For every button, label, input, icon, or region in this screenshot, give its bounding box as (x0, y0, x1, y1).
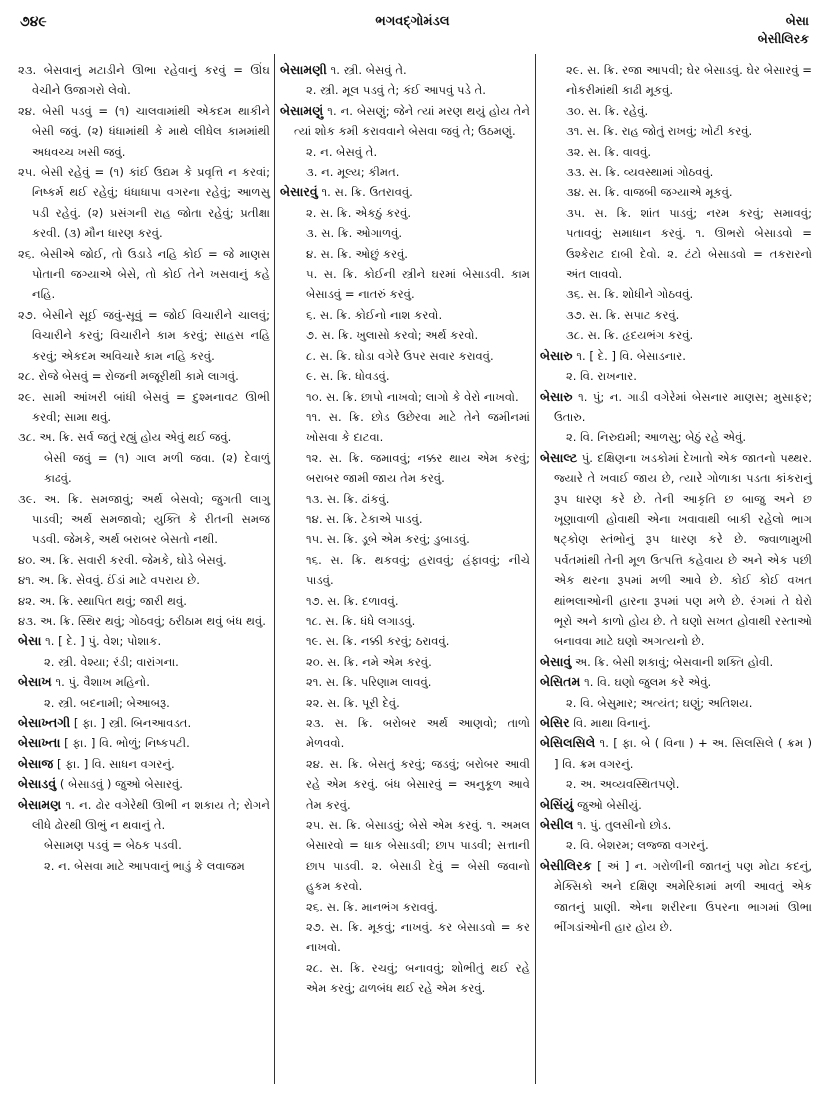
definition-text: ૩. સ. ક્રિ. ઓગાળવું. (306, 226, 403, 241)
definition-text: ૨૩. સ. ક્રિ. બરોબર અર્થ આણવો; તાળો મેળવવો. (306, 716, 530, 751)
entry-sense (18, 856, 270, 876)
column-3 (540, 60, 812, 937)
headword: બેસા (18, 633, 42, 649)
dictionary-entry (18, 774, 270, 794)
entry-sense (540, 366, 812, 386)
definition-text: ૨. ન. બેસવું તે. (306, 144, 378, 159)
definition-text: ૧૨. સ. ક્રિ. જમાવવું; નક્કર થાય એમ કરવું; બરાબર જામી જાય તેમ કરવું. (306, 450, 530, 486)
definition-text: ૧. પું. તુલસીનો છોડ. (577, 818, 672, 833)
entry-sense (280, 244, 530, 264)
entry-sense (18, 387, 270, 428)
definition-text: [ અં ] ન. ગરોળીની જાતનું પણ મોટા કદનું, મેક્સિકો અને દક્ષિણ અમેરિકામાં મળી આવતું એક જાતનું પ્રાણી. એના શરીરના ઉપરના ભાગમાં ઊભા ભીંગડાંઓની હાર હોય છે. (554, 858, 813, 935)
definition-text: ૨. સ. ક્રિ. એકઠું કરવું. (306, 205, 412, 220)
headword: બેસામણ (18, 796, 62, 812)
entry-sense (540, 60, 812, 101)
definition-text: ૨૧. સ. ક્રિ. પરિણામ લાવવું. (306, 675, 432, 690)
entry-sense (280, 529, 530, 549)
definition-text: ૪૧. અ. ક્રિ. સેવવું. ઈંડાં માટે વપરાય છે. (18, 573, 200, 588)
definition-text: બેસામણ પડવું = બેઠક પડવી. (44, 838, 182, 853)
definition-text: ૧. વિ. ઘણો જુલમ કરે એવું. (584, 675, 712, 690)
definition-text: ૩૮. સ. ક્રિ. હૃદયભંગ કરવું. (566, 328, 694, 343)
column-divider (274, 54, 275, 1084)
entry-sense (18, 550, 270, 570)
dictionary-entry (18, 713, 270, 733)
dictionary-entry (18, 631, 270, 651)
entry-sense (540, 142, 812, 162)
definition-text: ૨૯. સ. ક્રિ. રજા આપવી; ઘેર બેસાડવું. ઘેર બેસારવું = નોકરીમાંથી કાઢી મૂકવું. (566, 63, 812, 98)
definition-text: ૯. સ. ક્રિ. ધોવડવું. (306, 369, 390, 384)
headword: બેસામણું (280, 102, 324, 118)
definition-text: જુઓ બેસીયું. (577, 797, 642, 812)
definition-text: ૧. ન. બેસણું; જેને ત્યાં મરણ થયું હોય તેને ત્યાં શોક કમી કરાવવાને બેસવા જવું તે; ઉઠમણું. (294, 103, 530, 139)
entry-sense (540, 182, 812, 202)
definition-text: ૧૦. સ. ક્રિ. છાપો નાખવો; લાગો કે વેરો નાખવો. (306, 389, 519, 404)
definition-text: ૩. ન. મૂલ્ય; કીમત. (306, 165, 400, 180)
definition-text: ૨૨. સ. ક્રિ. પૂરી દેવું. (306, 695, 400, 710)
definition-text: ૧૭. સ. ક્રિ. દળાવવું. (306, 593, 399, 608)
definition-text: ૧૯. સ. ક્રિ. નક્કી કરવું; ઠરાવવું. (306, 634, 450, 649)
headword: બેસાખ્તા (18, 735, 61, 751)
definition-text: ૨. વિ. બેશરમ; લજ્જા વગરનું. (566, 838, 709, 853)
definition-text: અ. ક્રિ. બેસી શકાવું; બેસવાની શક્તિ હોવી. (574, 654, 774, 669)
entry-sense (280, 550, 530, 591)
definition-text: ૧. સ્ત્રી. બેસવું તે. (330, 63, 407, 77)
headword: બેસારુ (540, 388, 573, 404)
headword: બેસિતમ (540, 674, 581, 690)
entry-sense (280, 448, 530, 489)
entry-sense (280, 917, 530, 958)
headword: બેસીલ (540, 817, 574, 833)
column-divider (535, 54, 536, 1084)
entry-sense (18, 693, 270, 713)
entry-sense (18, 427, 270, 447)
definition-text: ૨૪. બેસી પડવું = (૧) ચાલવામાંથી એકદમ થાકીને બેસી જવું. (૨) ધંધામાંથી કે માથે લીધેલ કામમાંથી અધવચ્ચ ખસી જવું. (18, 103, 270, 159)
entry-sense (18, 448, 270, 489)
definition-text: ૩૩. સ. ક્રિ. વ્યવસ્થામાં ગોઠવવું. (566, 165, 714, 180)
dictionary-entry (280, 60, 530, 80)
dictionary-entry (540, 672, 812, 692)
entry-sense (540, 284, 812, 304)
definition-text: ૨. અ. અવ્યવસ્થિતપણે. (566, 777, 680, 792)
definition-text: ૬. સ. ક્રિ. કોઈનો નાશ કરવો. (306, 307, 443, 322)
entry-sense (280, 162, 530, 182)
entry-sense (280, 407, 530, 448)
entry-sense (280, 305, 530, 325)
entry-sense (280, 142, 530, 162)
definition-text: ૧. [ દે. ] વિ. બેસાડનાર. (576, 348, 686, 363)
entry-sense (18, 101, 270, 162)
definition-text: ૧. પું. વૈશાખ મહિનો. (55, 675, 150, 690)
definition-text: ૨. સ્ત્રી. મૂલ પડવું તે; કંઈ આપવું પડે તે. (306, 83, 486, 98)
definition-text: [ ફા. ] વિ. ભોળું; નિષ્કપટી. (64, 736, 190, 751)
entry-sense (280, 693, 530, 713)
headword: બેસિલસિલે (540, 735, 596, 751)
entry-sense (18, 652, 270, 672)
headword: બેસાલ્ટ (540, 449, 578, 465)
entry-sense (280, 366, 530, 386)
definition-text: ૨૪. સ. ક્રિ. બેસતું કરવું; જડવું; બરોબર આવી રહે એમ કરવું. બંધ બેસારવું = અનુકૂળ આવે તેમ કરવું. (306, 756, 530, 812)
definition-text: ૨. સ્ત્રી. વેશ્યા; રંડી; વારાંગના. (44, 654, 179, 669)
definition-text: ૨. સ્ત્રી. બદનામી; બેઆબરૂ. (44, 695, 170, 710)
entry-sense (280, 80, 530, 100)
definition-text: ૨૬. બેસીએ જોઈ, તો ઉડાડે નહિ કોઈ = જે માણસ પોતાની જગ્યાએ બેસે, તો કોઈ તેને ખસવાનું કહે નહિ. (18, 246, 270, 302)
dictionary-entry (540, 713, 812, 733)
entry-sense (280, 713, 530, 754)
definition-text: ૨. ન. બેસવા માટે આપવાનું ભાડું કે લવાજમ (44, 858, 245, 873)
entry-sense (540, 203, 812, 285)
column-1 (18, 60, 270, 876)
entry-sense (18, 570, 270, 590)
headword: બેસિર (540, 715, 570, 730)
definition-text: ૨૩. બેસવાનું મટાડીને ઊભા રહેવાનું કરવું = ઊંઘ વેચીને ઉજાગરો લેવો. (18, 63, 270, 98)
dictionary-entry (540, 448, 812, 652)
entry-sense (280, 631, 530, 651)
entry-sense (18, 835, 270, 855)
definition-text: ૧૪. સ. ક્રિ. ટેકાએ પાડવું. (306, 511, 423, 526)
definition-text: ૩૮. અ. ક્રિ. સર્વ જતું રહ્યું હોય એવું થઈ જવું. (18, 430, 232, 445)
column-2 (280, 60, 530, 999)
entry-sense (540, 162, 812, 182)
entry-sense (280, 346, 530, 366)
definition-text: બેસી જવું = (૧) ગાલ મળી જવા. (૨) દેવાળું કાઢવું. (44, 450, 270, 486)
definition-text: ૨૬. સ. ક્રિ. માનભંગ કરાવવું. (306, 899, 438, 914)
definition-text: ૩૯. અ. ક્રિ. સમજાવું; અર્થ બેસવો; જુગતી લાગુ પાડવી; અર્થ સમજાવો; યુક્તિ કે રીતની સમજ પડવી. જેમકે, અર્થ બરાબર બેસતો નથી. (18, 491, 270, 547)
definition-text: ૧૮. સ. ક્રિ. ધંધે લગાડવું. (306, 613, 416, 628)
definition-text: ૩૦. સ. ક્રિ. રહેવું. (566, 103, 649, 118)
definition-text: ૮. સ. ક્રિ. ઘોડા વગેરે ઉપર સવાર કરાવવું. (306, 348, 494, 363)
entry-sense (280, 672, 530, 692)
entry-sense (18, 305, 270, 366)
headword: બેસિંયું (540, 796, 574, 812)
entry-sense (18, 611, 270, 631)
entry-sense (18, 489, 270, 550)
definition-text: ૪૩. અ. ક્રિ. સ્થિર થવું; ગોઠવવું; ઠરીઠામ થવું બંધ થવું. (18, 613, 266, 628)
definition-text: ૨. વિ. બેસુમાર; અત્યંત; ઘણું; અતિશય. (566, 695, 753, 710)
entry-sense (18, 244, 270, 305)
entry-sense (18, 366, 270, 386)
entry-sense (280, 958, 530, 999)
running-title: ભગવદ્ગોમંડલ (375, 14, 450, 29)
entry-sense (280, 223, 530, 243)
dictionary-entry (280, 101, 530, 142)
guide-words (758, 12, 809, 48)
definition-text: પું. દક્ષિણના ખડકોમાં દેખાતો એક જાતનો પથ્થર. જ્યારે તે ખવાઈ જાય છે, ત્યારે ગોળાકા પડતા કાંકરાનું રૂપ ધારણ કરે છે. તેની આકૃતિ છ બાજુ અને છ ખૂણાવાળી હોવાથી એના ખવાવાથી બાકી રહેલો ભાગ ષટ્કોણ સ્તંભોનું રૂપ ધારણ કરે છે. જ્વાળામુખી પર્વતમાંથી તેની મૂળ ઉત્પત્તિ કહેવાય છે અને એક પછી એક થરના રૂપમાં મળી આવે છે. કોઈ કોઈ વખત થાંભલાઓની હારના રૂપમાં પણ મળે છે. રંગમાં તે ઘેરો ભૂરો અને કાળો હોય છે. તે ઘણો સખત હોવાથી રસ્તાઓ બનાવવા માટે ઘણો અગત્યનો છે. (554, 450, 813, 649)
headword: બેસાખ (18, 674, 52, 690)
definition-text: [ ફા. ] વિ. સાધન વગરનું. (57, 756, 175, 771)
headword: બેસારુ (540, 347, 573, 363)
dictionary-entry (540, 733, 812, 774)
definition-text: ૧૩. સ. ક્રિ. ઢાંકવું. (306, 491, 390, 506)
definition-text: ૧. પું; ન. ગાડી વગેરેમાં બેસનાર માણસ; મુસાફર; ઉતારુ. (554, 389, 812, 424)
definition-text: ૩૬. સ. ક્રિ. શોધીને ગોઠવવું. (566, 287, 694, 302)
headword: બેસાવું (540, 653, 572, 669)
entry-sense (540, 101, 812, 121)
dictionary-entry (540, 346, 812, 366)
entry-sense (18, 162, 270, 244)
entry-sense (280, 897, 530, 917)
entry-sense (18, 591, 270, 611)
dictionary-entry (540, 387, 812, 428)
entry-sense (280, 264, 530, 305)
definition-text: ૭. સ. ક્રિ. ખુલાસો કરવો; અર્થ કરવો. (306, 328, 479, 343)
definition-text: ૫. સ. ક્રિ. કોઈની સ્ત્રીને ઘરમાં બેસાડવી. કામ બેસાડવું = નાતરું કરવું. (306, 267, 530, 302)
guide-word-last: બેસીલિરક (757, 31, 809, 46)
dictionary-entry (540, 652, 812, 672)
entry-sense (540, 121, 812, 141)
definition-text: ૨૭. સ. ક્રિ. મૂકવું; નાખવું. કર બેસાડવો = કર નાખવો. (306, 920, 530, 955)
entry-sense (540, 835, 812, 855)
definition-text: ૨. વિ. નિરુદ્યમી; આળસુ; બેઠું રહે એવું. (566, 430, 747, 445)
page-header (0, 10, 825, 50)
definition-text: ૧૬. સ. ક્રિ. થકવવું; હરાવવું; હંફાવવું; નીચે પાડવું. (306, 552, 530, 588)
entry-sense (280, 815, 530, 897)
definition-text: ૧૧. સ. ક્રિ. છોડ ઉછેરવા માટે તેને જમીનમાં ખોસવા કે દાટવા. (306, 409, 530, 445)
headword: બેસીલિરક (540, 857, 592, 873)
dictionary-entry (18, 672, 270, 692)
guide-word-first: બેસા (785, 13, 809, 28)
entry-sense (280, 591, 530, 611)
definition-text: ૩૧. સ. ક્રિ. રાહ જોતું રાખવું; ખોટી કરવું. (566, 124, 753, 139)
headword: બેસારવું (280, 184, 318, 200)
definition-text: ૩૫. સ. ક્રિ. શાંત પાડવું; નરમ કરવું; સમાવવું; પતાવવું; સમાધાન કરવું. ૧. ઊભરો બેસાડવો = ઉશ્કેરાટ દાબી દેવો. ૨. ટંટો બેસાડવો = તકરારનો અંત લાવવો. (566, 205, 812, 282)
definition-text: [ ફા. ] સ્ત્રી. બિનઆવડત. (73, 716, 192, 730)
definition-text: ૩૪. સ. ક્રિ. વાજબી જગ્યાએ મૂકવું. (566, 185, 733, 200)
entry-sense (540, 325, 812, 345)
entry-sense (280, 387, 530, 407)
entry-sense (280, 611, 530, 631)
definition-text: ૨૫. બેસી રહેવું = (૧) કાંઈ ઉદ્યમ કે પ્રવૃત્તિ ન કરવાં; નિષ્કર્મ થઈ રહેવું; ધંધાધાપા વગરના રહેવું; આળસુ પડી રહેવું. (૨) પ્રસંગની રાહ જોતા રહેવું; પ્રતીક્ષા કરવી. (૩) મૌન ધારણ કરવું. (18, 165, 270, 241)
definition-text: ( બેસાડવું ) જુઓ બેસારવું. (59, 777, 183, 792)
definition-text: ૨. વિ. રાખનાર. (566, 369, 637, 384)
dictionary-entry (18, 733, 270, 753)
entry-sense (280, 203, 530, 223)
headword: બેસામણી (280, 62, 327, 77)
definition-text: ૧. સ. ક્રિ. ઉતરાવવું. (321, 185, 413, 200)
entry-sense (280, 489, 530, 509)
definition-text: ૨૯. સામી આંખરી બાંધી બેસવું = દુશ્મનાવટ ઊભી કરવી; સામા થવું. (18, 389, 270, 424)
definition-text: ૧. [ ફા. બે ( વિના ) + અ. સિલસિલે ( ક્રમ ) ] વિ. ક્રમ વગરનું. (554, 736, 812, 771)
definition-text: ૪૨. અ. ક્રિ. સ્થાપિત થવું; જારી થવું. (18, 593, 187, 608)
definition-text: ૪૦. અ. ક્રિ. સવારી કરવી. જેમકે, ઘોડે બેસવું. (18, 552, 227, 567)
dictionary-entry (18, 754, 270, 774)
definition-text: ૧. ન. ઢોર વગેરેથી ઊભી ન શકાય તે; રોગને લીધે ઢોરથી ઊભું ન થવાનું તે. (32, 797, 270, 833)
dictionary-entry (540, 815, 812, 835)
entry-sense (280, 325, 530, 345)
headword: બેસાખ્તગી (18, 715, 71, 730)
entry-sense (18, 60, 270, 101)
entry-sense (280, 509, 530, 529)
definition-text: ૪. સ. ક્રિ. ઓછું કરવું. (306, 246, 408, 261)
definition-text: ૩૭. સ. ક્રિ. સપાટ કરવું. (566, 307, 680, 322)
definition-text: વિ. માથા વિનાનું. (573, 716, 651, 730)
dictionary-entry (280, 182, 530, 202)
entry-sense (540, 774, 812, 794)
definition-text: ૨૭. બેસીને સૂઈ જવું-સૂવું = જોઈ વિચારીને ચાલવું; વિચારીને કરવું; વિચારીને કામ કરવું; સાહસ નહિ કરવું; એકદમ અવિચારે કામ નહિ કરવું. (18, 307, 270, 363)
definition-text: ૧. [ દે. ] પું. વેશ; પોશાક. (45, 634, 162, 649)
entry-sense (280, 754, 530, 815)
dictionary-entry (540, 856, 812, 938)
entry-sense (280, 652, 530, 672)
definition-text: ૧૫. સ. ક્રિ. ડૂબે એમ કરવું; ડુબાડવું. (306, 532, 470, 547)
definition-text: ૨૮. સ. ક્રિ. રચવું; બનાવવું; શોભીતું થઈ રહે એમ કરવું; ઢાળબંધ થઈ રહે એમ કરવું. (306, 960, 530, 996)
entry-sense (540, 427, 812, 447)
definition-text: ૨૮. રોજે બેસવું = રોજની મજૂરીથી કામે લાગવું. (18, 369, 239, 384)
headword: બેસાડવું (18, 776, 57, 792)
definition-text: ૩૨. સ. ક્રિ. વાવવું. (566, 144, 652, 159)
entry-sense (540, 693, 812, 713)
entry-sense (540, 305, 812, 325)
page-number: ૭૪૯ (20, 14, 47, 30)
dictionary-entry (18, 795, 270, 836)
definition-text: ૨૦. સ. ક્રિ. નમે એમ કરવું. (306, 654, 432, 669)
definition-text: ૨૫. સ. ક્રિ. બેસાડવું; બેસે એમ કરવું. ૧. અમલ બેસારવો = ધાક બેસાડવી; છાપ પાડવી; સત્તાની છાપ પાડવી. ૨. બેસાડી દેવું = બેસી જવાનો હુકમ કરવો. (306, 818, 530, 894)
headword: બેસાજ (18, 755, 54, 771)
dictionary-entry (540, 795, 812, 815)
